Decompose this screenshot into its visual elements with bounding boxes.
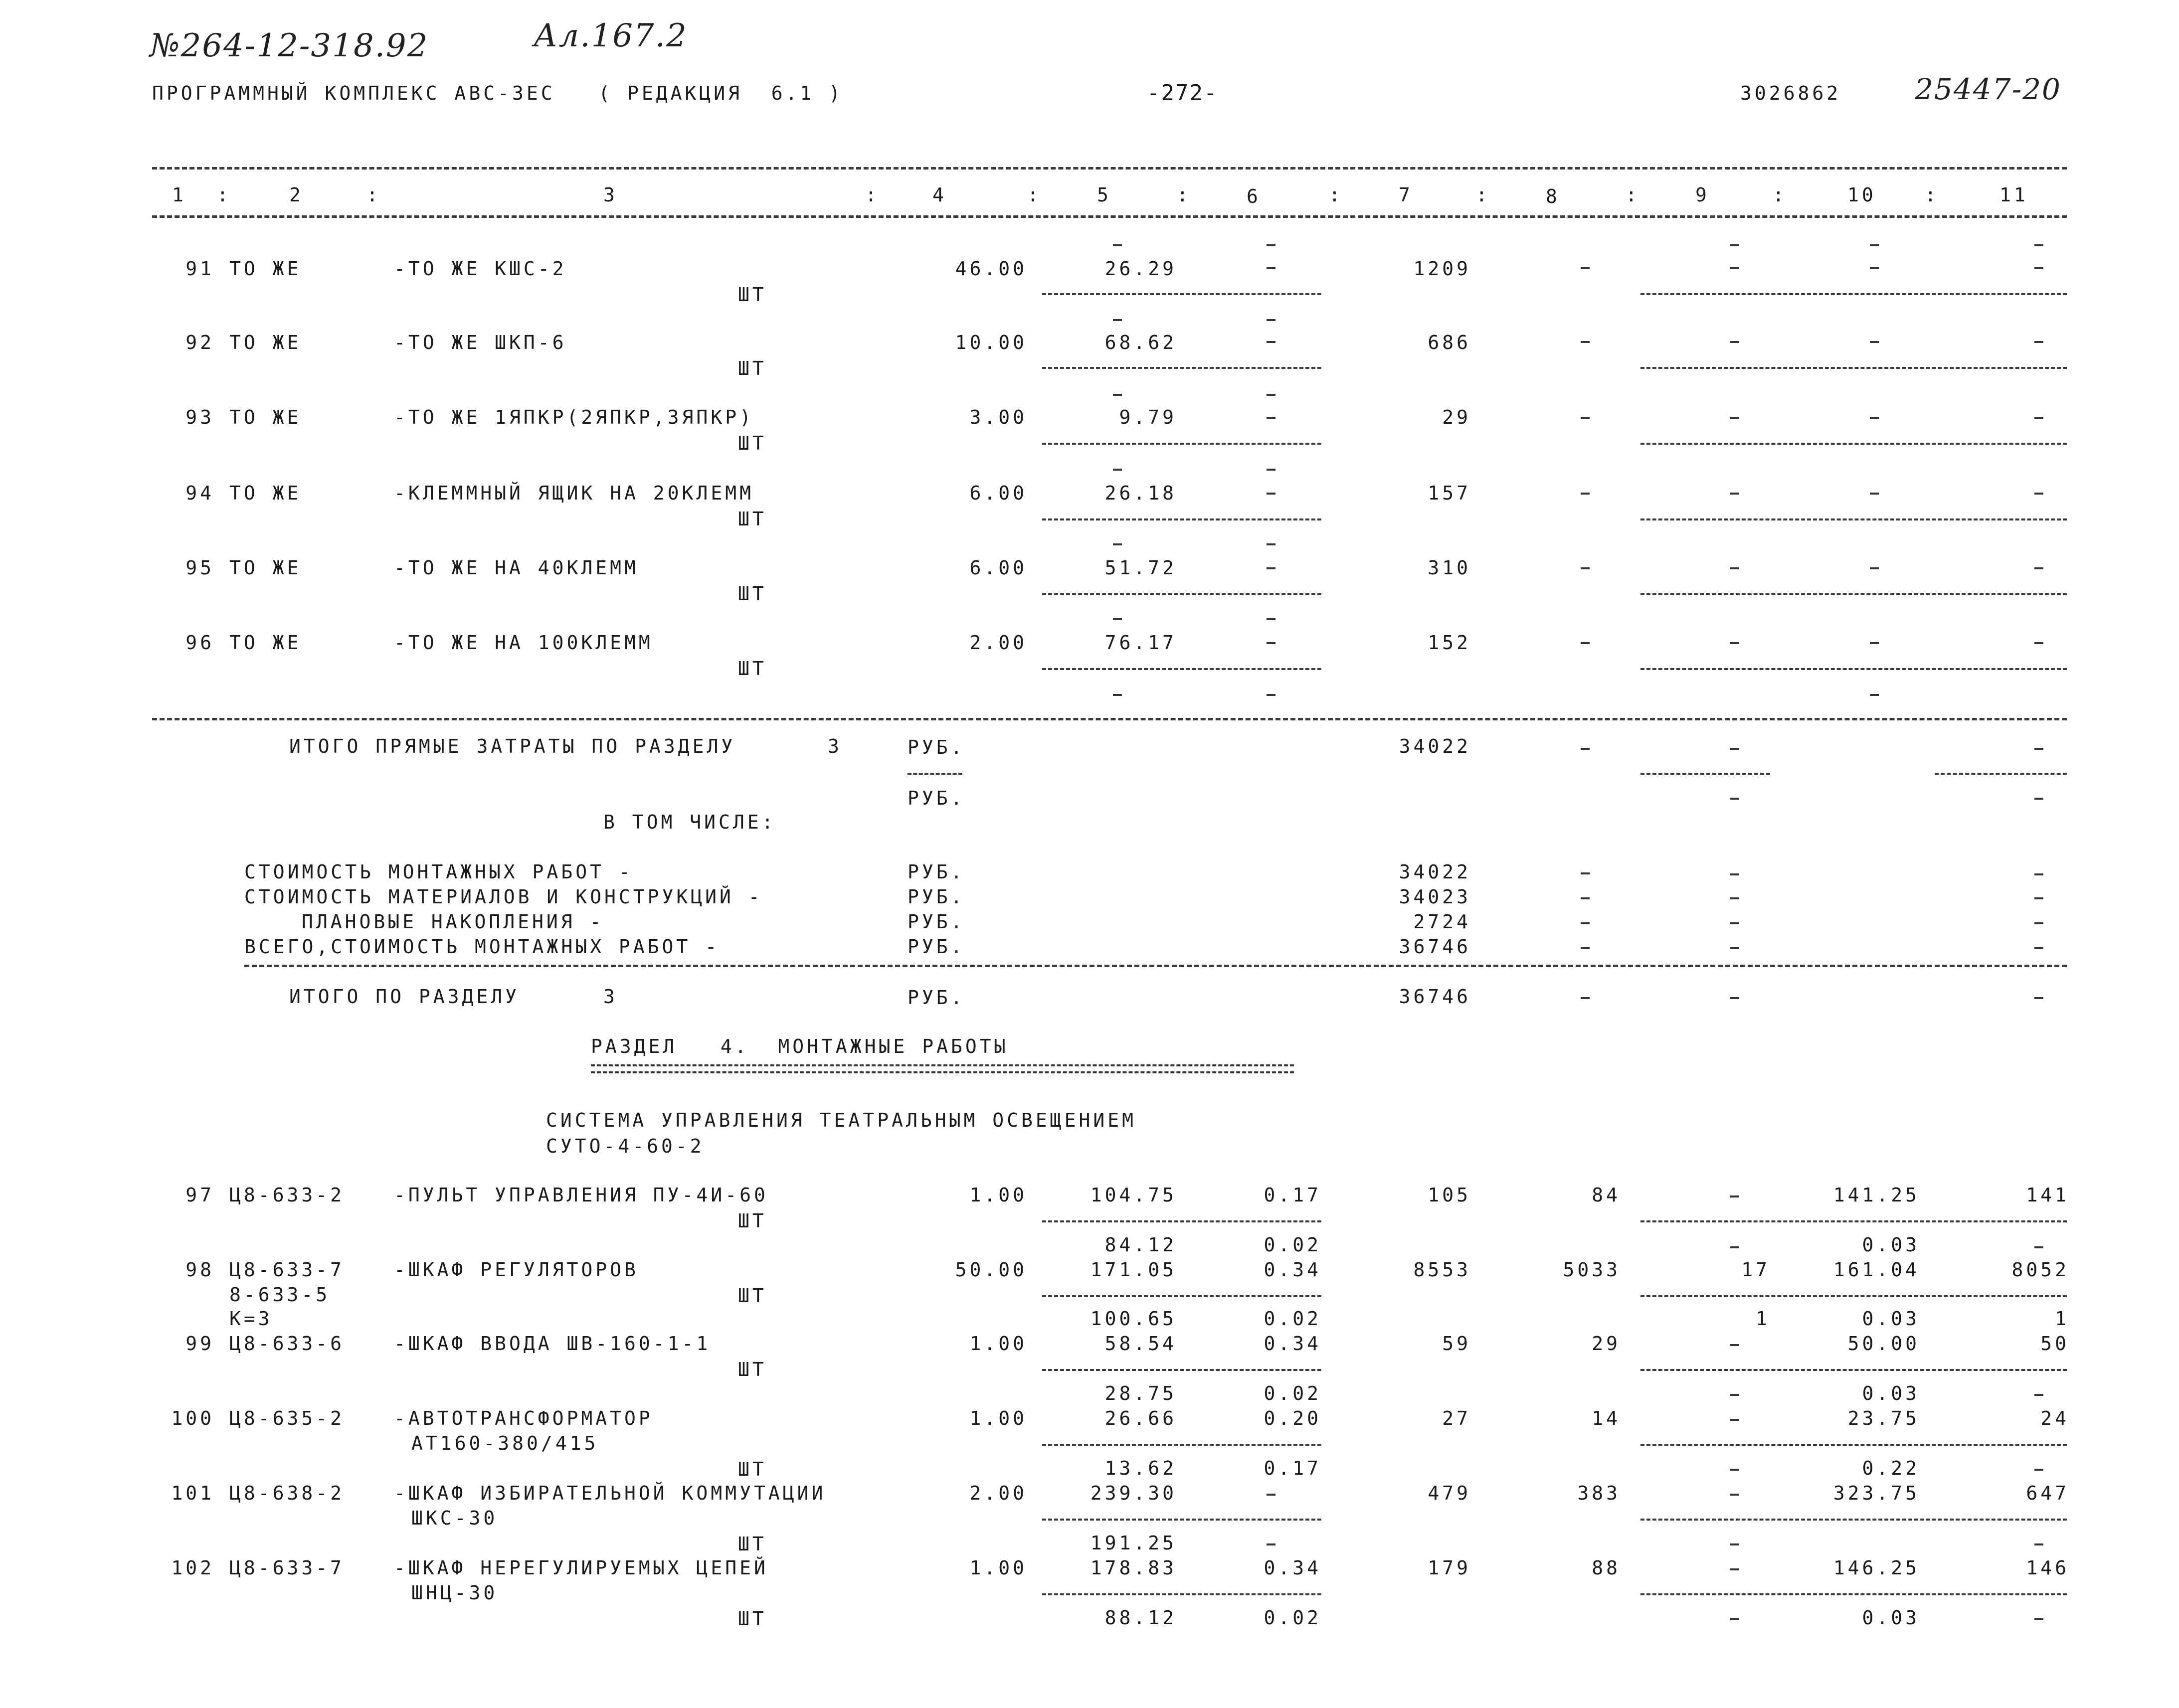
row-name: -ШКАФ ИЗБИРАТЕЛЬНОЙ КОММУТАЦИИ bbox=[394, 1482, 826, 1504]
row-name: -ПУЛЬТ УПРАВЛЕНИЯ ПУ-4И-60 bbox=[394, 1184, 768, 1206]
totals-rule bbox=[1640, 773, 1770, 775]
row-quantity: 1.00 bbox=[969, 1557, 1027, 1579]
row-name: -АВТОТРАНСФОРМАТОР bbox=[394, 1407, 653, 1429]
row-quantity: 3.00 bbox=[969, 406, 1027, 428]
row-rule bbox=[1042, 1220, 1321, 1222]
row-col10-labor: 0.03 bbox=[1862, 1234, 1920, 1256]
rub-rule bbox=[908, 773, 962, 775]
row-code: ТО ЖЕ bbox=[229, 557, 302, 579]
row-name: -ШКАФ ВВОДА ШВ-160-1-1 bbox=[394, 1333, 711, 1355]
row-number: 102 bbox=[171, 1557, 214, 1579]
row-number: 93 bbox=[185, 406, 214, 428]
total-installation-value: 36746 bbox=[1399, 936, 1471, 958]
row-col8: 84 bbox=[1592, 1184, 1621, 1206]
row-col6: 0.34 bbox=[1264, 1333, 1321, 1355]
row-rule bbox=[1640, 293, 2067, 295]
materials-cost-label: СТОИМОСТЬ МАТЕРИАЛОВ И КОНСТРУКЦИЙ - bbox=[244, 886, 763, 908]
planned-savings-value: 2724 bbox=[1413, 911, 1471, 933]
row-quantity: 46.00 bbox=[955, 258, 1027, 280]
row-name: -ШКАФ НЕРЕГУЛИРУЕМЫХ ЦЕПЕЙ bbox=[394, 1557, 768, 1579]
row-unit: ШТ bbox=[738, 357, 767, 379]
row-unit-cost: 76.17 bbox=[1104, 632, 1177, 654]
row-col8: 383 bbox=[1577, 1482, 1621, 1504]
row-name: -КЛЕММНЫЙ ЯЩИК НА 20КЛЕММ bbox=[394, 482, 754, 504]
row-col9-labor: 1 bbox=[1756, 1308, 1770, 1330]
row-col11: 24 bbox=[2040, 1407, 2069, 1429]
row-unit-cost: 104.75 bbox=[1090, 1184, 1177, 1206]
row-col11: 647 bbox=[2026, 1482, 2069, 1504]
row-rule bbox=[1042, 367, 1321, 369]
column-9: 9 bbox=[1695, 184, 1710, 206]
row-col10: 161.04 bbox=[1833, 1259, 1920, 1281]
section-total-number: 3 bbox=[603, 986, 618, 1008]
row-rule bbox=[1042, 443, 1321, 445]
row-rule bbox=[1640, 518, 2067, 520]
column-6: 6 bbox=[1247, 185, 1261, 207]
row-rule bbox=[1640, 443, 2067, 445]
row-name-extra: ШКС-30 bbox=[411, 1507, 498, 1529]
row-col6: 0.34 bbox=[1264, 1259, 1321, 1281]
section-4-underline bbox=[591, 1064, 1294, 1073]
row-rule bbox=[1042, 1444, 1321, 1446]
system-title-line2: СУТО-4-60-2 bbox=[546, 1135, 705, 1157]
row-col10-labor: 0.22 bbox=[1862, 1457, 1920, 1479]
row-col6: 0.20 bbox=[1264, 1407, 1321, 1429]
row-unit-cost-labor: 191.25 bbox=[1090, 1532, 1177, 1554]
row-code: ТО ЖЕ bbox=[229, 406, 302, 428]
row-col10: 323.75 bbox=[1833, 1482, 1920, 1504]
row-rule bbox=[1640, 1444, 2067, 1446]
row-col8: 88 bbox=[1592, 1557, 1621, 1579]
row-code: Ц8-633-7 bbox=[229, 1259, 345, 1281]
row-unit: ШТ bbox=[738, 432, 767, 454]
row-total: 152 bbox=[1428, 632, 1471, 654]
row-rule bbox=[1640, 1369, 2067, 1371]
column-3: 3 bbox=[603, 184, 618, 206]
handwritten-right-code: 25447-20 bbox=[1915, 72, 2061, 106]
row-number: 100 bbox=[171, 1407, 214, 1429]
row-total: 310 bbox=[1428, 557, 1471, 579]
row-unit: ШТ bbox=[738, 508, 767, 530]
handwritten-album: Ал.167.2 bbox=[534, 17, 688, 54]
row-col11: 141 bbox=[2026, 1184, 2069, 1206]
row-total: 29 bbox=[1442, 406, 1471, 428]
row-code-extra: 8-633-5 bbox=[229, 1284, 331, 1306]
totals-rule bbox=[1935, 773, 2067, 775]
row-rule bbox=[1042, 518, 1321, 520]
row-unit-cost: 26.29 bbox=[1104, 258, 1177, 280]
row-total: 157 bbox=[1428, 482, 1471, 504]
handwritten-doc-number: №264-12-318.92 bbox=[150, 27, 429, 64]
row-unit: ШТ bbox=[738, 284, 767, 306]
row-rule bbox=[1042, 668, 1321, 670]
row-number: 97 bbox=[185, 1184, 214, 1206]
row-unit: ШТ bbox=[738, 1458, 767, 1480]
row-quantity: 2.00 bbox=[969, 1482, 1027, 1504]
row-unit: ШТ bbox=[738, 1285, 767, 1307]
row-total: 1209 bbox=[1413, 258, 1471, 280]
row-unit-cost: 171.05 bbox=[1090, 1259, 1177, 1281]
row-unit: ШТ bbox=[738, 583, 767, 605]
column-2: 2 bbox=[289, 184, 304, 206]
row-total: 59 bbox=[1442, 1333, 1471, 1355]
row-col10-labor: 0.03 bbox=[1862, 1382, 1920, 1404]
row-col11: 146 bbox=[2026, 1557, 2069, 1579]
direct-costs-section: 3 bbox=[828, 735, 842, 757]
row-unit: ШТ bbox=[738, 1533, 767, 1555]
row-col11-labor: 1 bbox=[2055, 1308, 2069, 1330]
row-unit-cost: 26.66 bbox=[1104, 1407, 1177, 1429]
section-total-label: ИТОГО ПО РАЗДЕЛУ bbox=[289, 986, 520, 1008]
installation-cost-value: 34022 bbox=[1399, 861, 1471, 883]
row-rule bbox=[1042, 293, 1321, 295]
row-total: 686 bbox=[1428, 332, 1471, 353]
row-rule bbox=[1042, 1295, 1321, 1297]
row-name-extra: ШНЦ-30 bbox=[411, 1582, 498, 1604]
row-coefficient: К=3 bbox=[229, 1308, 273, 1330]
column-1: 1 bbox=[172, 184, 186, 206]
row-col6-labor: 0.02 bbox=[1264, 1234, 1321, 1256]
row-number: 99 bbox=[185, 1333, 214, 1355]
row-number: 96 bbox=[185, 632, 214, 654]
materials-cost-value: 34023 bbox=[1399, 886, 1471, 908]
row-unit: ШТ bbox=[738, 1608, 767, 1630]
row-unit-cost: 51.72 bbox=[1104, 557, 1177, 579]
column-11: 11 bbox=[1999, 184, 2028, 206]
in-that-label: В ТОМ ЧИСЛЕ: bbox=[603, 811, 776, 833]
rub-label: РУБ. bbox=[908, 987, 965, 1009]
row-quantity: 50.00 bbox=[955, 1259, 1027, 1281]
row-col11: 8052 bbox=[2011, 1259, 2069, 1281]
row-unit-cost-labor: 13.62 bbox=[1104, 1457, 1177, 1479]
column-8: 8 bbox=[1546, 185, 1560, 207]
row-unit-cost-labor: 100.65 bbox=[1090, 1308, 1177, 1330]
row-unit-cost-labor: 88.12 bbox=[1104, 1607, 1177, 1629]
row-col10-labor: 0.03 bbox=[1862, 1308, 1920, 1330]
row-col11: 50 bbox=[2040, 1333, 2069, 1355]
row-unit-cost: 178.83 bbox=[1090, 1557, 1177, 1579]
row-name: -ШКАФ РЕГУЛЯТОРОВ bbox=[394, 1259, 639, 1281]
rub-label: РУБ. bbox=[908, 787, 965, 809]
row-number: 98 bbox=[185, 1259, 214, 1281]
row-quantity: 1.00 bbox=[969, 1333, 1027, 1355]
row-rule bbox=[1640, 1220, 2067, 1222]
row-rule bbox=[1640, 668, 2067, 670]
program-title: ПРОГРАММНЫЙ КОМПЛЕКС АВС-3ЕС ( РЕДАКЦИЯ 6.1 ) bbox=[152, 82, 844, 104]
row-rule bbox=[1640, 1295, 2067, 1297]
row-name: -ТО ЖЕ ШКП-6 bbox=[394, 332, 567, 353]
row-code: ТО ЖЕ bbox=[229, 632, 302, 654]
row-name: -ТО ЖЕ КШС-2 bbox=[394, 258, 567, 280]
row-code: Ц8-633-7 bbox=[229, 1557, 345, 1579]
row-code: Ц8-633-6 bbox=[229, 1333, 345, 1355]
row-unit-cost: 58.54 bbox=[1104, 1333, 1177, 1355]
row-rule bbox=[1042, 1369, 1321, 1371]
rub-label: РУБ. bbox=[908, 886, 965, 908]
column-10: 10 bbox=[1847, 184, 1876, 206]
system-title-line1: СИСТЕМА УПРАВЛЕНИЯ ТЕАТРАЛЬНЫМ ОСВЕЩЕНИЕМ bbox=[546, 1109, 1136, 1131]
row-unit-cost: 9.79 bbox=[1119, 406, 1177, 428]
row-name: -ТО ЖЕ 1ЯПКР(2ЯПКР,3ЯПКР) bbox=[394, 406, 754, 428]
row-code: ТО ЖЕ bbox=[229, 482, 302, 504]
row-quantity: 1.00 bbox=[969, 1407, 1027, 1429]
row-total: 479 bbox=[1428, 1482, 1471, 1504]
row-col6-labor: 0.17 bbox=[1264, 1457, 1321, 1479]
row-unit-cost: 68.62 bbox=[1104, 332, 1177, 353]
row-col10: 141.25 bbox=[1833, 1184, 1920, 1206]
row-code: Ц8-638-2 bbox=[229, 1482, 345, 1504]
row-quantity: 6.00 bbox=[969, 482, 1027, 504]
row-number: 91 bbox=[185, 258, 214, 280]
row-rule bbox=[1640, 593, 2067, 595]
row-total: 8553 bbox=[1413, 1259, 1471, 1281]
row-total: 105 bbox=[1428, 1184, 1471, 1206]
row-col8: 29 bbox=[1592, 1333, 1621, 1355]
row-col6: 0.17 bbox=[1264, 1184, 1321, 1206]
section-4-title: РАЗДЕЛ 4. МОНТАЖНЫЕ РАБОТЫ bbox=[591, 1035, 1009, 1057]
totals-top-rule bbox=[152, 718, 2067, 720]
row-unit-cost-labor: 28.75 bbox=[1104, 1382, 1177, 1404]
row-unit-cost: 239.30 bbox=[1090, 1482, 1177, 1504]
row-col10: 146.25 bbox=[1833, 1557, 1920, 1579]
row-col9: 17 bbox=[1741, 1259, 1770, 1281]
row-col10-labor: 0.03 bbox=[1862, 1607, 1920, 1629]
column-7: 7 bbox=[1399, 184, 1413, 206]
row-col6-labor: 0.02 bbox=[1264, 1308, 1321, 1330]
direct-costs-value: 34022 bbox=[1399, 735, 1471, 757]
rub-label: РУБ. bbox=[908, 911, 965, 933]
row-col8: 5033 bbox=[1563, 1259, 1621, 1281]
document-code: 3026862 bbox=[1740, 82, 1841, 104]
row-col10: 23.75 bbox=[1847, 1407, 1920, 1429]
installation-cost-label: СТОИМОСТЬ МОНТАЖНЫХ РАБОТ - bbox=[244, 861, 633, 883]
section-total-rule bbox=[244, 965, 2067, 967]
row-name: -ТО ЖЕ НА 100КЛЕММ bbox=[394, 632, 653, 654]
row-rule bbox=[1042, 1519, 1321, 1521]
row-unit: ШТ bbox=[738, 658, 767, 680]
row-rule bbox=[1042, 1593, 1321, 1595]
rub-label: РУБ. bbox=[908, 936, 965, 958]
row-number: 95 bbox=[185, 557, 214, 579]
row-unit-cost-labor: 84.12 bbox=[1104, 1234, 1177, 1256]
row-col8: 14 bbox=[1592, 1407, 1621, 1429]
total-installation-label: ВСЕГО,СТОИМОСТЬ МОНТАЖНЫХ РАБОТ - bbox=[244, 936, 720, 958]
page-number: -272- bbox=[1147, 80, 1218, 106]
header-bottom-rule bbox=[152, 215, 2067, 218]
row-total: 27 bbox=[1442, 1407, 1471, 1429]
row-name-extra: АТ160-380/415 bbox=[411, 1432, 599, 1454]
row-quantity: 10.00 bbox=[955, 332, 1027, 353]
column-5: 5 bbox=[1097, 184, 1111, 206]
row-code: Ц8-633-2 bbox=[229, 1184, 345, 1206]
header-top-rule bbox=[152, 167, 2067, 170]
row-rule bbox=[1640, 1593, 2067, 1595]
rub-label: РУБ. bbox=[908, 861, 965, 883]
row-col6: 0.34 bbox=[1264, 1557, 1321, 1579]
column-4: 4 bbox=[932, 184, 947, 206]
row-rule bbox=[1640, 367, 2067, 369]
row-col6-labor: 0.02 bbox=[1264, 1382, 1321, 1404]
row-number: 94 bbox=[185, 482, 214, 504]
direct-costs-label: ИТОГО ПРЯМЫЕ ЗАТРАТЫ ПО РАЗДЕЛУ bbox=[289, 735, 736, 757]
row-quantity: 2.00 bbox=[969, 632, 1027, 654]
row-number: 92 bbox=[185, 332, 214, 353]
row-total: 179 bbox=[1428, 1557, 1471, 1579]
row-code: ТО ЖЕ bbox=[229, 332, 302, 353]
row-unit: ШТ bbox=[738, 1210, 767, 1232]
row-name: -ТО ЖЕ НА 40КЛЕММ bbox=[394, 557, 639, 579]
row-rule bbox=[1640, 1519, 2067, 1521]
rub-label: РУБ. bbox=[908, 736, 965, 758]
row-number: 101 bbox=[171, 1482, 214, 1504]
row-code: ТО ЖЕ bbox=[229, 258, 302, 280]
section-total-value: 36746 bbox=[1399, 986, 1471, 1008]
row-unit: ШТ bbox=[738, 1359, 767, 1380]
row-col10: 50.00 bbox=[1847, 1333, 1920, 1355]
row-rule bbox=[1042, 593, 1321, 595]
row-unit-cost: 26.18 bbox=[1104, 482, 1177, 504]
row-col6-labor: 0.02 bbox=[1264, 1607, 1321, 1629]
row-quantity: 6.00 bbox=[969, 557, 1027, 579]
row-quantity: 1.00 bbox=[969, 1184, 1027, 1206]
planned-savings-label: ПЛАНОВЫЕ НАКОПЛЕНИЯ - bbox=[302, 911, 604, 933]
row-code: Ц8-635-2 bbox=[229, 1407, 345, 1429]
